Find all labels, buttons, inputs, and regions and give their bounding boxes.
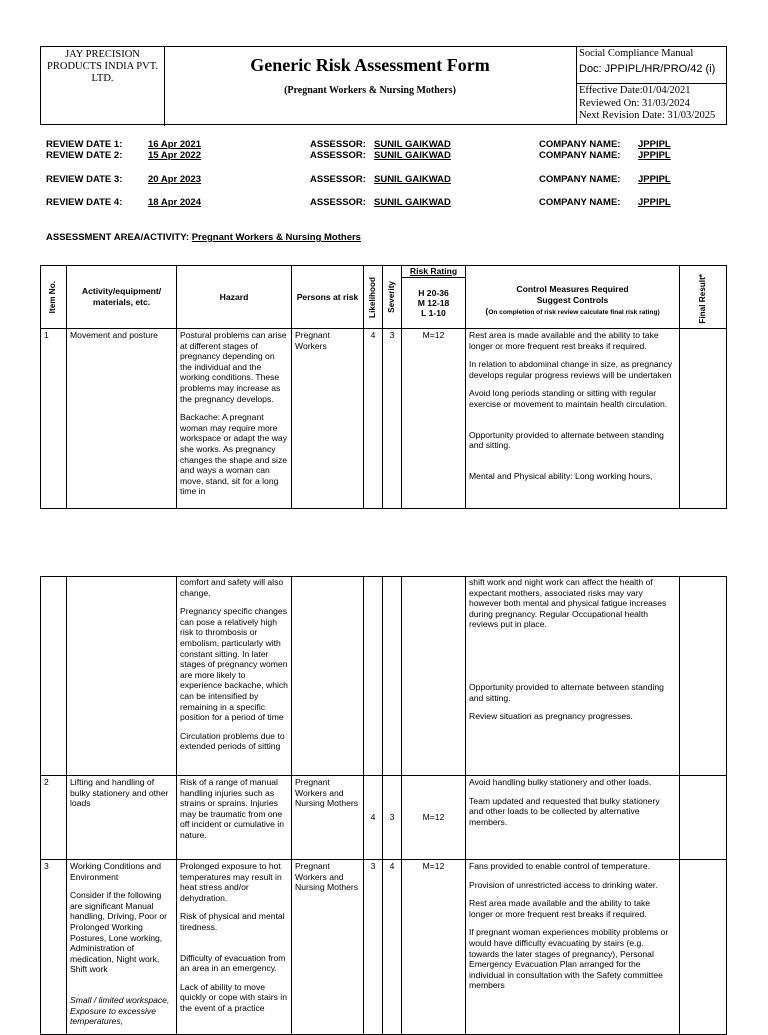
row-1-activity: Movement and posture xyxy=(67,329,177,509)
persons-header: Persons at risk xyxy=(292,266,364,329)
row-3-hazard-text: Lack of ability to move quickly or cope with stairs in the event of a practice xyxy=(180,981,287,1013)
table-row xyxy=(41,860,727,1035)
review-2-company-label: COMPANY NAME: xyxy=(539,150,621,161)
review-1-assessor: SUNIL GAIKWAD xyxy=(374,139,451,150)
review-4-date: 18 Apr 2024 xyxy=(148,197,201,208)
row-1c-persons xyxy=(292,577,364,776)
rating-low: L 1-10 xyxy=(421,308,446,318)
review-1-assessor-label: ASSESSOR: xyxy=(310,139,366,150)
rating-medium: M 12-18 xyxy=(417,298,450,308)
review-1-label: REVIEW DATE 1: xyxy=(46,139,123,150)
review-3-company-label: COMPANY NAME: xyxy=(539,174,621,185)
review-4-company-label: COMPANY NAME: xyxy=(539,197,621,208)
row-2-item-no: 2 xyxy=(41,776,67,860)
control-measures-title: Control Measures Required xyxy=(516,284,629,295)
row-2-hazard: Risk of a range of manual handling injuries such as strains or sprains. Injuries may be traumatic from one off incident or cumulative in nature. xyxy=(177,776,292,860)
company-name-cell: JAY PRECISION PRODUCTS INDIA PVT. LTD. xyxy=(41,47,165,126)
review-3-date: 20 Apr 2023 xyxy=(148,174,201,185)
likelihood-header: Likelihood xyxy=(364,266,383,329)
row-3-control-text: Rest area made available and the ability to take longer or more frequent rest breaks if required. xyxy=(469,898,651,919)
table-header-row xyxy=(41,266,727,329)
doc-info-cell xyxy=(577,47,727,124)
row-1-likelihood: 4 xyxy=(364,329,383,509)
dates-block xyxy=(577,84,727,123)
row-1-persons: Pregnant Workers xyxy=(292,329,364,509)
row-3-activity-text: Consider if the following are significant Manual handling, Driving, Poor or Prolonged Working Postures, Lone working, Administration of medication, Night work, Shift work xyxy=(70,890,167,975)
row-3-activity-text: Small / limited workspace, Exposure to excessive temperatures, xyxy=(70,994,170,1027)
review-3-label: REVIEW DATE 3: xyxy=(46,174,123,185)
hazard-header: Hazard xyxy=(177,266,292,329)
row-3-control-text: Provision of unrestricted access to drinking water. xyxy=(469,879,658,890)
final-result-header: Final Result* xyxy=(680,266,727,329)
row-3-item-no: 3 xyxy=(41,860,67,1035)
risk-rating-header xyxy=(402,266,466,329)
reviewed-date: Reviewed On: 31/03/2024 xyxy=(579,97,690,109)
row-2-likelihood: 4 xyxy=(364,776,383,860)
review-3-assessor-label: ASSESSOR: xyxy=(310,174,366,185)
row-1-control-text: Opportunity provided to alternate between standing and sitting. xyxy=(469,429,664,451)
control-note: (On completion of risk review calculate final risk rating) xyxy=(485,306,660,317)
control-measures-header xyxy=(466,266,680,329)
row-3-severity: 4 xyxy=(383,860,402,1035)
row-1c-controls xyxy=(466,577,680,776)
row-2-final-result xyxy=(680,776,727,860)
title-cell xyxy=(164,47,577,124)
row-1c-control-text: Review situation as pregnancy progresses. xyxy=(469,711,633,722)
row-2-persons: Pregnant Workers and Nursing Mothers xyxy=(292,776,364,860)
row-1c-control-text: Opportunity provided to alternate between standing and sitting. xyxy=(469,681,664,703)
review-2-company: JPPIPL xyxy=(638,150,671,161)
row-1c-hazard xyxy=(177,577,292,776)
row-1-control-text: Mental and Physical ability: Long working hours, xyxy=(469,470,653,481)
table-row xyxy=(41,329,727,509)
row-1c-rating xyxy=(402,577,466,776)
row-1c-hazard-text: comfort and safety will also change. xyxy=(180,577,284,598)
review-3-assessor: SUNIL GAIKWAD xyxy=(374,174,451,185)
row-2-activity: Lifting and handling of bulky stationery and other loads xyxy=(67,776,177,860)
review-2-assessor-label: ASSESSOR: xyxy=(310,150,366,161)
row-1c-item-no xyxy=(41,577,67,776)
row-1-control-text: Rest area is made available and the ability to take longer or more frequent rest breaks if required. xyxy=(469,330,659,351)
effective-date: Effective Date:01/04/2021 xyxy=(579,85,691,96)
row-1c-likelihood xyxy=(364,577,383,776)
next-revision-date: Next Revision Date: 31/03/2025 xyxy=(579,110,716,121)
form-subtitle: (Pregnant Workers & Nursing Mothers) xyxy=(284,85,456,96)
row-1-hazard-text: Backache: A pregnant woman may require more workspace or adapt the way she works. As pregnancy changes the shape and size and ways a woman can move, stand, sit for a long time in xyxy=(180,412,288,497)
doc-number: Doc: JPPIPL/HR/PRO/42 (i) xyxy=(579,63,716,75)
document-header xyxy=(40,46,727,125)
review-4-assessor: SUNIL GAIKWAD xyxy=(374,197,451,208)
risk-rating-title: Risk Rating xyxy=(402,266,465,278)
assessment-area-line xyxy=(46,232,361,243)
row-2-severity: 3 xyxy=(383,776,402,860)
row-1-rating: M=12 xyxy=(402,329,466,509)
review-4-assessor-label: ASSESSOR: xyxy=(310,197,366,208)
review-4-company: JPPIPL xyxy=(638,197,671,208)
row-3-final-result xyxy=(680,860,727,1035)
row-1c-control-text: shift work and night work can affect the health of expectant mothers, associated risks may vary however both mental and physical fatigue increases during pregnancy. Regular Occupational health reviews put in place. xyxy=(469,577,667,630)
row-1c-hazard-text: Pregnancy specific changes can pose a relatively high risk to thrombosis or embolism, particularly with constant sitting. In later stages of pregnancy women are more likely to experience backache, which can be intensified by remaining in a specific position for a period of time xyxy=(180,606,288,723)
row-1-item-no: 1 xyxy=(41,329,67,509)
manual-name: Social Compliance Manual xyxy=(579,48,694,59)
review-1-company: JPPIPL xyxy=(638,139,671,150)
row-1-control-text: In relation to abdominal change in size, as pregnancy develops regular progress reviews will be undertaken xyxy=(469,359,673,380)
row-3-hazard-text: Risk of physical and mental tiredness. xyxy=(180,911,285,932)
row-3-activity xyxy=(67,860,177,1035)
row-3-rating: M=12 xyxy=(402,860,466,1035)
row-3-persons: Pregnant Workers and Nursing Mothers xyxy=(292,860,364,1035)
risk-table-page-1 xyxy=(40,265,727,509)
row-1-severity: 3 xyxy=(383,329,402,509)
suggest-controls-title: Suggest Controls xyxy=(536,294,609,305)
row-3-likelihood: 3 xyxy=(364,860,383,1035)
row-2-rating: M=12 xyxy=(402,776,466,860)
row-1c-severity xyxy=(383,577,402,776)
row-2-control-text: Avoid handling bulky stationery and other loads. xyxy=(469,777,652,787)
row-3-control-text: Fans provided to enable control of temperature. xyxy=(469,861,651,871)
table-row xyxy=(41,577,727,776)
row-2-control-text: Team updated and requested that bulky stationery and other loads to be collected by alternative members. xyxy=(469,795,660,827)
row-3-hazard-text: Prolonged exposure to hot temperatures may result in heat stress and/or dehydration. xyxy=(180,861,282,903)
risk-rating-scale xyxy=(402,288,465,318)
risk-table-page-2 xyxy=(40,576,727,1035)
assessment-area-value: Pregnant Workers & Nursing Mothers xyxy=(191,232,361,243)
row-1-hazard-text: Postural problems can arise at different stages of pregnancy depending on the individual and the working conditions. These problems may increase as the pregnancy develops. xyxy=(180,330,287,404)
form-title: Generic Risk Assessment Form xyxy=(250,55,490,75)
review-2-label: REVIEW DATE 2: xyxy=(46,150,123,161)
activity-header: Activity/equipment/ materials, etc. xyxy=(67,266,177,329)
review-2-assessor: SUNIL GAIKWAD xyxy=(374,150,451,161)
rating-high: H 20-36 xyxy=(418,288,449,298)
assessment-area-label: ASSESSMENT AREA/ACTIVITY: xyxy=(46,232,190,243)
severity-header: Severity xyxy=(383,266,402,329)
review-3-company: JPPIPL xyxy=(638,174,671,185)
row-1-controls xyxy=(466,329,680,509)
doc-ref-block xyxy=(577,47,727,84)
table-row xyxy=(41,776,727,860)
review-1-date: 16 Apr 2021 xyxy=(148,139,201,150)
review-2-date: 15 Apr 2022 xyxy=(148,150,201,161)
row-1-final-result xyxy=(680,329,727,509)
row-1c-final-result xyxy=(680,577,727,776)
row-3-activity-text: Working Conditions and Environment xyxy=(70,861,162,882)
row-1c-activity xyxy=(67,577,177,776)
row-3-hazard-text: Difficulty of evacuation from an area in an emergency. xyxy=(180,952,286,974)
row-2-controls xyxy=(466,776,680,860)
row-3-control-text: If pregnant woman experiences mobility problems or would have difficulty evacuating by stairs (e.g. towards the later stages of pregnancy), Personal Emergency Evacuation Plan arranged for the individual in consultation with the Safety committee members xyxy=(469,927,669,991)
row-3-controls xyxy=(466,860,680,1035)
review-1-company-label: COMPANY NAME: xyxy=(539,139,621,150)
review-4-label: REVIEW DATE 4: xyxy=(46,197,123,208)
item-no-header: Item No. xyxy=(41,266,67,329)
row-1c-hazard-text: Circulation problems due to extended periods of sitting xyxy=(180,730,285,752)
row-1-hazard xyxy=(177,329,292,509)
row-1-control-text: Avoid long periods standing or sitting with regular exercise or movement to maintain health circulation. xyxy=(469,388,668,409)
row-3-hazard xyxy=(177,860,292,1035)
